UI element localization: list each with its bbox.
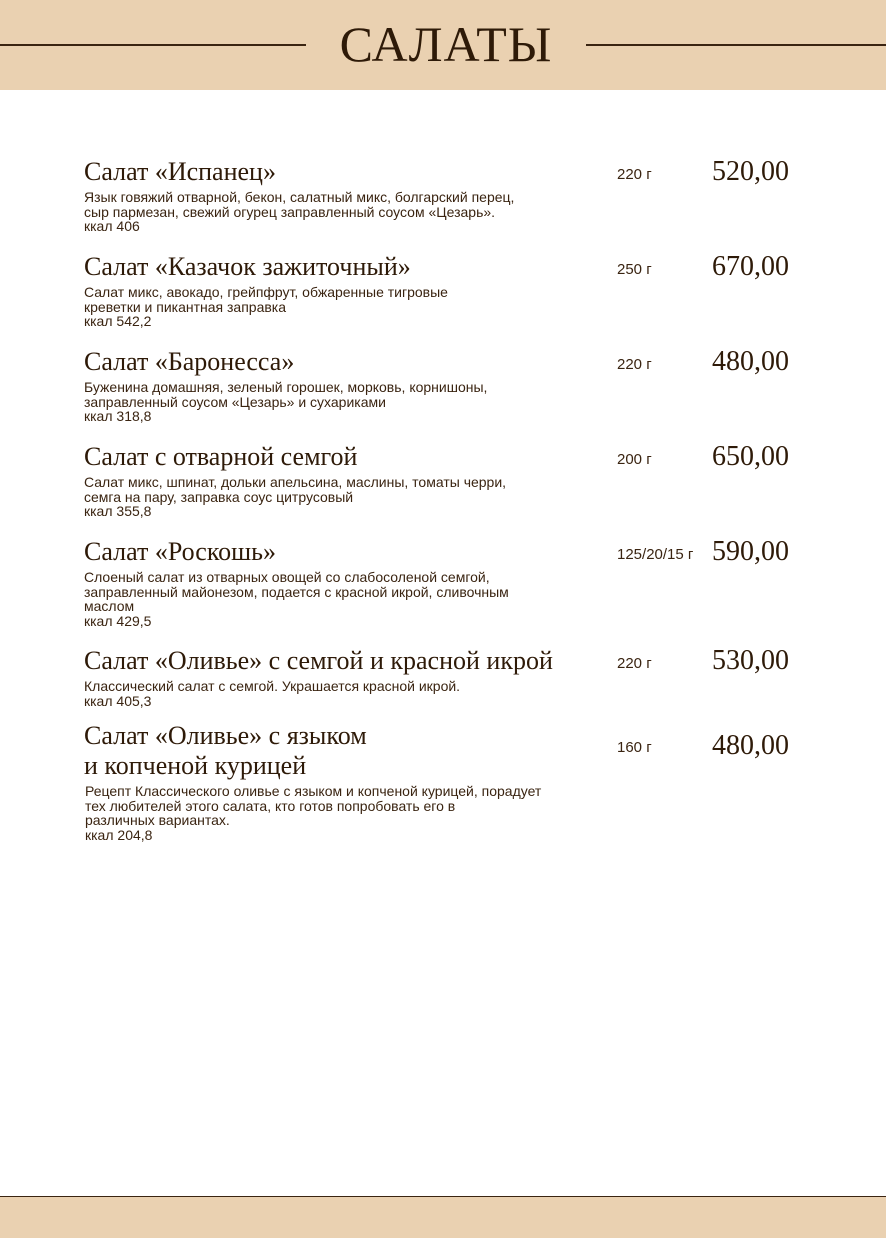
item-name-line: и копченой курицей: [84, 751, 307, 780]
item-description: [84, 475, 814, 519]
item-weight: 200 г: [617, 451, 652, 468]
menu-item-kazachok: [84, 252, 814, 329]
item-desc-line: заправленный майонезом, подается с красной икрой, сливочным: [84, 583, 509, 600]
item-name: Салат «Казачок зажиточный»: [84, 252, 411, 281]
item-desc-line: маслом: [84, 598, 135, 615]
item-price: 650,00: [712, 441, 789, 472]
item-kcal: ккал 429,5: [84, 613, 152, 630]
item-kcal: ккал 355,8: [84, 503, 152, 520]
menu-item-semga: [84, 442, 814, 519]
item-price: 670,00: [712, 251, 789, 282]
menu-item-roskosh: [84, 537, 814, 629]
item-price: 480,00: [712, 346, 789, 377]
item-description: [85, 784, 814, 843]
item-price: 520,00: [712, 156, 789, 187]
item-kcal: ккал 204,8: [85, 827, 153, 844]
item-description: [84, 570, 814, 629]
item-desc-line: креветки и пикантная заправка: [84, 298, 287, 315]
footer-band: [0, 1197, 886, 1238]
item-desc-line: сыр пармезан, свежий огурец заправленный соусом «Цезарь».: [84, 203, 496, 220]
item-desc-line: Слоеный салат из отварных овощей со слабосоленой семгой,: [84, 569, 490, 585]
menu-item-baronessa: [84, 347, 814, 424]
item-desc-line: Рецепт Классического оливье с языком и копченой курицей, порадует: [85, 783, 542, 799]
item-desc-line: семга на пару, заправка соус цитрусовый: [84, 488, 354, 505]
menu-item-ispanets: [84, 157, 814, 234]
item-description: [84, 380, 814, 424]
item-name-line: Салат «Оливье» с языком: [84, 721, 367, 750]
item-desc-line: Буженина домашняя, зеленый горошек, морковь, корнишоны,: [84, 379, 488, 395]
item-desc-line: Салат микс, шпинат, дольки апельсина, маслины, томаты черри,: [84, 474, 507, 490]
item-desc-line: Салат микс, авокадо, грейпфрут, обжаренные тигровые: [84, 284, 448, 300]
item-weight: 220 г: [617, 356, 652, 373]
page-title: САЛАТЫ: [339, 16, 553, 72]
item-description: [84, 190, 814, 234]
header-divider-left: [0, 44, 306, 46]
item-weight: 220 г: [617, 655, 652, 672]
item-desc-line: Классический салат с семгой. Украшается красной икрой.: [84, 678, 461, 694]
header-divider-right: [586, 44, 886, 46]
item-kcal: ккал 405,3: [84, 692, 152, 709]
item-weight: 160 г: [617, 739, 652, 756]
item-weight: 220 г: [617, 166, 652, 183]
item-desc-line: различных вариантах.: [85, 812, 230, 829]
menu-item-olivie-yazyk: [84, 721, 814, 843]
item-name: [84, 721, 814, 781]
item-desc-line: заправленный соусом «Цезарь» и сухариками: [84, 393, 386, 410]
item-name: Салат «Испанец»: [84, 157, 276, 186]
item-kcal: ккал 542,2: [84, 313, 152, 330]
item-price: 590,00: [712, 536, 789, 567]
item-kcal: ккал 406: [84, 218, 140, 235]
item-weight: 250 г: [617, 261, 652, 278]
item-description: [84, 679, 814, 708]
item-name: Салат «Оливье» с семгой и красной икрой: [84, 646, 553, 675]
item-desc-line: тех любителей этого салата, кто готов попробовать его в: [85, 797, 456, 814]
item-price: 480,00: [712, 730, 789, 761]
item-name: Салат «Баронесса»: [84, 347, 295, 376]
menu-item-olivie-semga: [84, 646, 814, 708]
item-weight: 125/20/15 г: [617, 546, 694, 563]
item-description: [84, 285, 814, 329]
item-desc-line: Язык говяжий отварной, бекон, салатный микс, болгарский перец,: [84, 189, 515, 205]
item-name: Салат с отварной семгой: [84, 442, 358, 471]
item-price: 530,00: [712, 645, 789, 676]
item-name: Салат «Роскошь»: [84, 537, 277, 566]
item-kcal: ккал 318,8: [84, 408, 152, 425]
